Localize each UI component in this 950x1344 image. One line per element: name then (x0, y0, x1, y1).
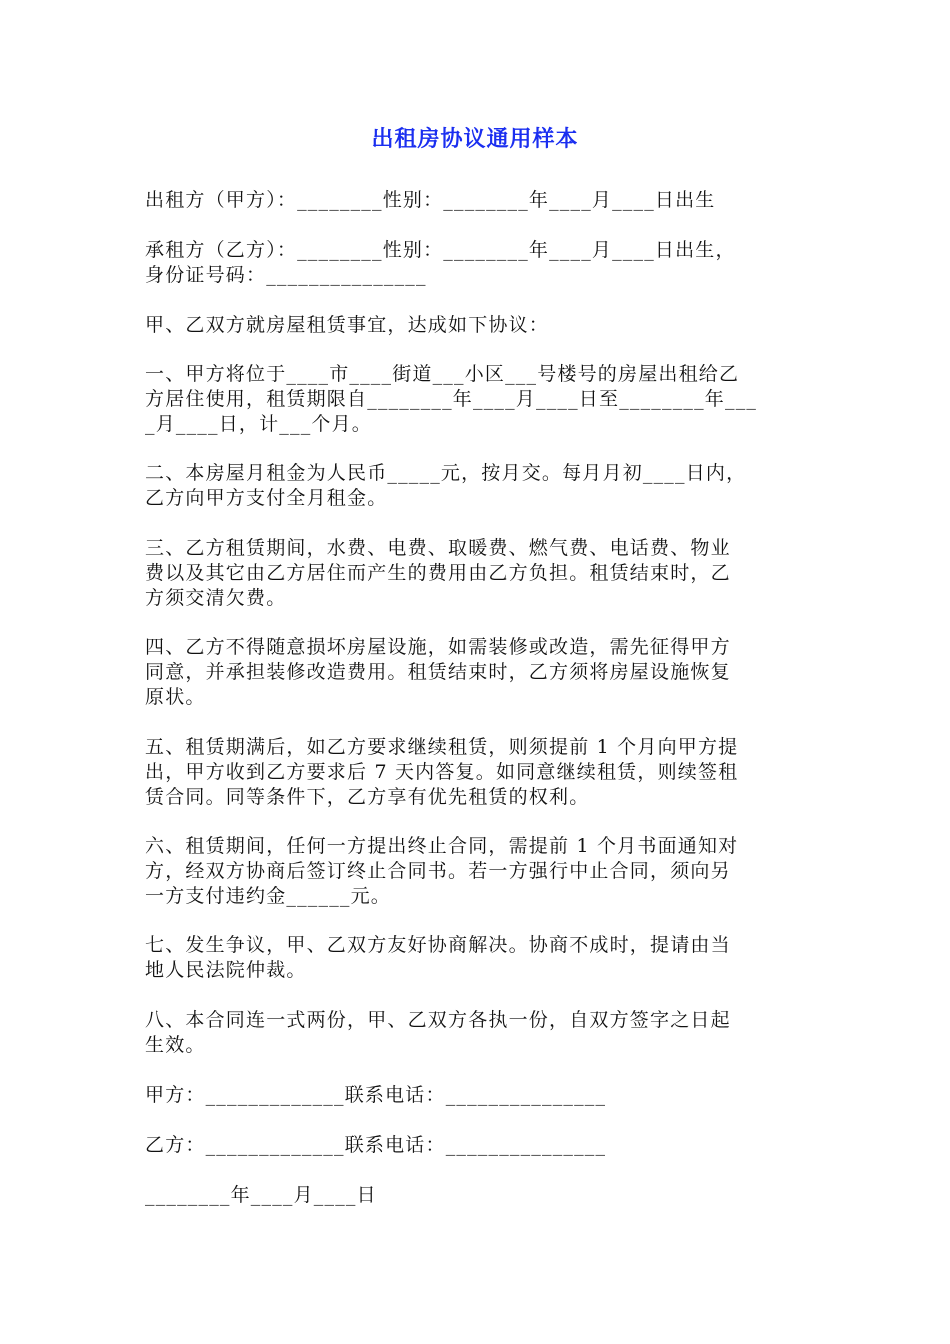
text-line: 乙方：_____________联系电话：_______________ (145, 1134, 607, 1156)
text-line: 出租方（甲方）：________性别：________年____月____日出生 (145, 189, 716, 211)
clause-7 (145, 933, 807, 983)
clause-3 (145, 536, 807, 611)
clause-5 (145, 735, 807, 810)
text-line: 方须交清欠费。 (145, 587, 287, 609)
clause-4 (145, 635, 807, 710)
text-line: _月____日，计___个月。 (145, 413, 373, 435)
text-line: ________年____月____日 (145, 1184, 377, 1206)
text-line: 出，甲方收到乙方要求后 7 天内答复。如同意继续租赁，则续签租 (145, 761, 739, 783)
text-line: 二、本房屋月租金为人民币_____元，按月交。每月月初____日内， (145, 462, 747, 484)
text-line: 原状。 (145, 686, 206, 708)
text-line: 三、乙方租赁期间，水费、电费、取暖费、燃气费、电话费、物业 (145, 537, 731, 559)
clause-8 (145, 1008, 807, 1058)
clause-2 (145, 461, 807, 511)
text-line: 费以及其它由乙方居住而产生的费用由乙方负担。租赁结束时，乙 (145, 562, 731, 584)
text-line: 六、租赁期间，任何一方提出终止合同，需提前 1 个月书面通知对 (145, 835, 739, 857)
text-line: 地人民法院仲裁。 (145, 959, 307, 981)
text-line: 八、本合同连一式两份，甲、乙双方各执一份，自双方签字之日起 (145, 1009, 731, 1031)
text-line: 五、租赁期满后，如乙方要求继续租赁，则须提前 1 个月向甲方提 (145, 736, 739, 758)
text-line: 承租方（乙方）：________性别：________年____月____日出生， (145, 239, 736, 261)
text-line: 方，经双方协商后签订终止合同书。若一方强行中止合同，须向另 (145, 860, 731, 882)
text-line: 一方支付违约金______元。 (145, 885, 392, 907)
text-line: 生效。 (145, 1034, 206, 1056)
text-line: 七、发生争议，甲、乙双方友好协商解决。协商不成时，提请由当 (145, 934, 731, 956)
lessor-info (145, 188, 807, 213)
party-a-signature (145, 1083, 807, 1108)
agreement-intro (145, 313, 807, 338)
text-line: 同意，并承担装修改造费用。租赁结束时，乙方须将房屋设施恢复 (145, 661, 731, 683)
text-line: 甲方：_____________联系电话：_______________ (145, 1084, 607, 1106)
text-line: 一、甲方将位于____市____街道___小区___号楼号的房屋出租给乙 (145, 363, 740, 385)
signing-date (145, 1183, 807, 1208)
lessee-info (145, 238, 807, 288)
text-line: 方居住使用，租赁期限自________年____月____日至________年___ (145, 388, 758, 410)
text-line: 身份证号码：_______________ (145, 264, 427, 286)
text-line: 甲、乙双方就房屋租赁事宜，达成如下协议： (145, 314, 550, 336)
text-line: 乙方向甲方支付全月租金。 (145, 487, 388, 509)
clause-1 (145, 362, 807, 437)
document-title: 出租房协议通用样本 (371, 127, 579, 152)
party-b-signature (145, 1133, 807, 1158)
text-line: 赁合同。同等条件下，乙方享有优先租赁的权利。 (145, 786, 590, 808)
clause-6 (145, 834, 807, 909)
text-line: 四、乙方不得随意损坏房屋设施，如需装修或改造，需先征得甲方 (145, 636, 731, 658)
